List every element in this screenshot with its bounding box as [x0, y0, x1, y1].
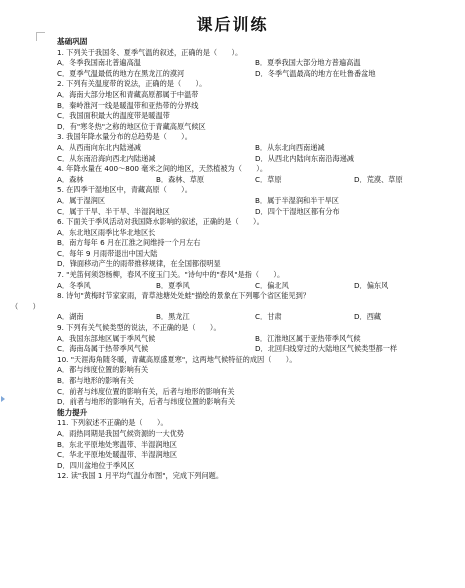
question-1-options-row-1 [57, 58, 453, 69]
question-2-stem: 2. 下列有关温度带的说法，正确的是（ ）。 [57, 79, 207, 89]
question-9-option-d: D．北回归线穿过的大陆地区气候类型都一样 [255, 344, 398, 354]
question-6-option-d: D．锋面移动产生的雨带推移规律，在全国都很明显 [57, 259, 221, 269]
cursor-marker-icon [1, 396, 5, 402]
question-8-answer-blank: （ ） [11, 301, 40, 311]
question-3-options-row-2 [57, 154, 453, 165]
question-4-option-d: D．荒漠、草原 [354, 174, 403, 184]
question-8-options-row [57, 312, 453, 323]
question-7-option-d: D．偏东风 [354, 280, 389, 290]
question-1-stem: 1. 下列关于我国冬、夏季气温的叙述，正确的是（ ）。 [57, 47, 243, 57]
question-5-option-a: A．属于湿润区 [57, 195, 106, 205]
question-5-option-c: C．属于干旱、半干旱、半湿润地区 [57, 206, 170, 216]
question-9-stem: 9. 下列有关气候类型的说法，不正确的是（ ）。 [57, 323, 221, 333]
question-7-option-c: C．偏北风 [255, 280, 289, 290]
question-8-option-b: B．黑龙江 [156, 312, 190, 322]
question-7-option-a: A．冬季风 [57, 280, 91, 290]
question-9-option-b: B．江淮地区属于亚热带季风气候 [255, 333, 361, 343]
question-9-option-a: A．我国东部地区属于季风气候 [57, 333, 156, 343]
page-title: 课后训练 [196, 15, 269, 34]
question-10-option-a: A．都与纬度位置的影响有关 [57, 365, 149, 375]
question-11-stem: 11. 下列叙述不正确的是（ ）。 [57, 418, 168, 428]
question-1-option-a: A．冬季我国南北普遍高温 [57, 58, 141, 68]
question-4-option-a: A．森林 [57, 174, 84, 184]
question-2-option-d: D．有"寒冬热"之称的地区位于青藏高原气候区 [57, 121, 206, 131]
question-2-option-a: A．海南大部分地区和青藏高原都属于中温带 [57, 89, 199, 99]
question-1-option-c: C．夏季气温最低的地方在黑龙江的漠河 [57, 68, 185, 78]
question-1-options-row-2 [57, 69, 453, 80]
section-heading-basic: 基础巩固 [57, 37, 88, 46]
question-3-option-c: C．从东南沿海向西北内陆递减 [57, 153, 156, 163]
question-8-option-a: A．湖南 [57, 312, 84, 322]
question-6-option-a: A．东北地区雨季比华北地区长 [57, 227, 156, 237]
question-3-option-d: D．从西北内陆向东南沿海递减 [255, 153, 354, 163]
question-7-stem: 7. "羌笛何须怨杨柳，春风不度玉门关。"诗句中的"春风"是指（ ）。 [57, 270, 285, 280]
question-1-option-d: D．冬季气温最高的地方在吐鲁番盆地 [255, 68, 376, 78]
question-1-option-b: B．夏季我国大部分地方普遍高温 [255, 58, 361, 68]
question-6-option-b: B．南方每年 6 月在江淮之间维持一个月左右 [57, 238, 201, 248]
question-5-stem: 5. 在四季干湿地区中，青藏高原（ ）。 [57, 185, 192, 195]
question-3-stem: 3. 我国年降水量分布的总趋势是（ ）。 [57, 132, 192, 142]
question-5-option-d: D．四个干湿地区都有分布 [255, 206, 340, 216]
question-3-options-row-1 [57, 143, 453, 154]
question-4-option-b: B．森林、草原 [156, 174, 205, 184]
section-heading-advanced: 能力提升 [57, 407, 88, 417]
question-4-options-row [57, 175, 453, 186]
question-11-option-b: B．东北平原地处寒温带、半湿润地区 [57, 439, 177, 449]
question-6-option-c: C．每年 9 月雨带退出中国大陆 [57, 248, 158, 258]
question-11-option-a: A．雨热同期是我国气候资源的一大优势 [57, 428, 185, 438]
question-8-option-c: C．甘肃 [255, 312, 282, 322]
question-6-stem: 6. 下面关于季风活动对我国降水影响的叙述，正确的是（ ）。 [57, 217, 264, 227]
question-9-options-row-2 [57, 344, 453, 355]
question-3-option-a: A．从西南向东北内陆递减 [57, 142, 141, 152]
question-4-stem: 4. 年降水量在 400～800 毫米之间的地区，天然植被为（ ）。 [57, 164, 268, 174]
question-8-stem: 8. 诗句"黄梅时节家家雨，青草池塘处处蛙"描绘的景象在下列哪个省区能见到？ [57, 291, 310, 301]
question-9-option-c: C．海南岛属于热带季风气候 [57, 344, 149, 354]
question-7-option-b: B．夏季风 [156, 280, 190, 290]
question-5-option-b: B．属于半湿润和半干旱区 [255, 195, 339, 205]
question-10-option-d: D．前者与地形的影响有关，后者与纬度位置的影响有关 [57, 397, 236, 407]
question-7-options-row [57, 281, 453, 292]
question-10-option-c: C．前者与纬度位置的影响有关，后者与地形的影响有关 [57, 386, 235, 396]
question-11-option-d: D．四川盆地位于季风区 [57, 460, 135, 470]
question-5-options-row-1 [57, 196, 453, 207]
question-5-options-row-2 [57, 207, 453, 218]
question-2-option-c: C．我国面积最大的温度带是暖温带 [57, 111, 170, 121]
question-12-stem: 12. 读"我国 1 月平均气温分布图"，完成下列问题。 [57, 471, 224, 481]
question-4-option-c: C．草原 [255, 174, 282, 184]
document-body [11, 37, 453, 482]
question-8-option-d: D．西藏 [354, 312, 382, 322]
question-11-option-c: C．华北平原地处暖温带、半湿润地区 [57, 450, 178, 460]
question-9-options-row-1 [57, 334, 453, 345]
question-10-stem: 10. "天涯海角随冬暖，青藏高原盛夏寒"，这两地气候特征的成因（ ）。 [57, 354, 297, 364]
question-10-option-b: B．都与地形的影响有关 [57, 376, 134, 385]
question-3-option-b: B．从东北向西南递减 [255, 142, 325, 152]
question-2-option-b: B．秦岭淮河一线是暖温带和亚热带的分界线 [57, 100, 199, 110]
